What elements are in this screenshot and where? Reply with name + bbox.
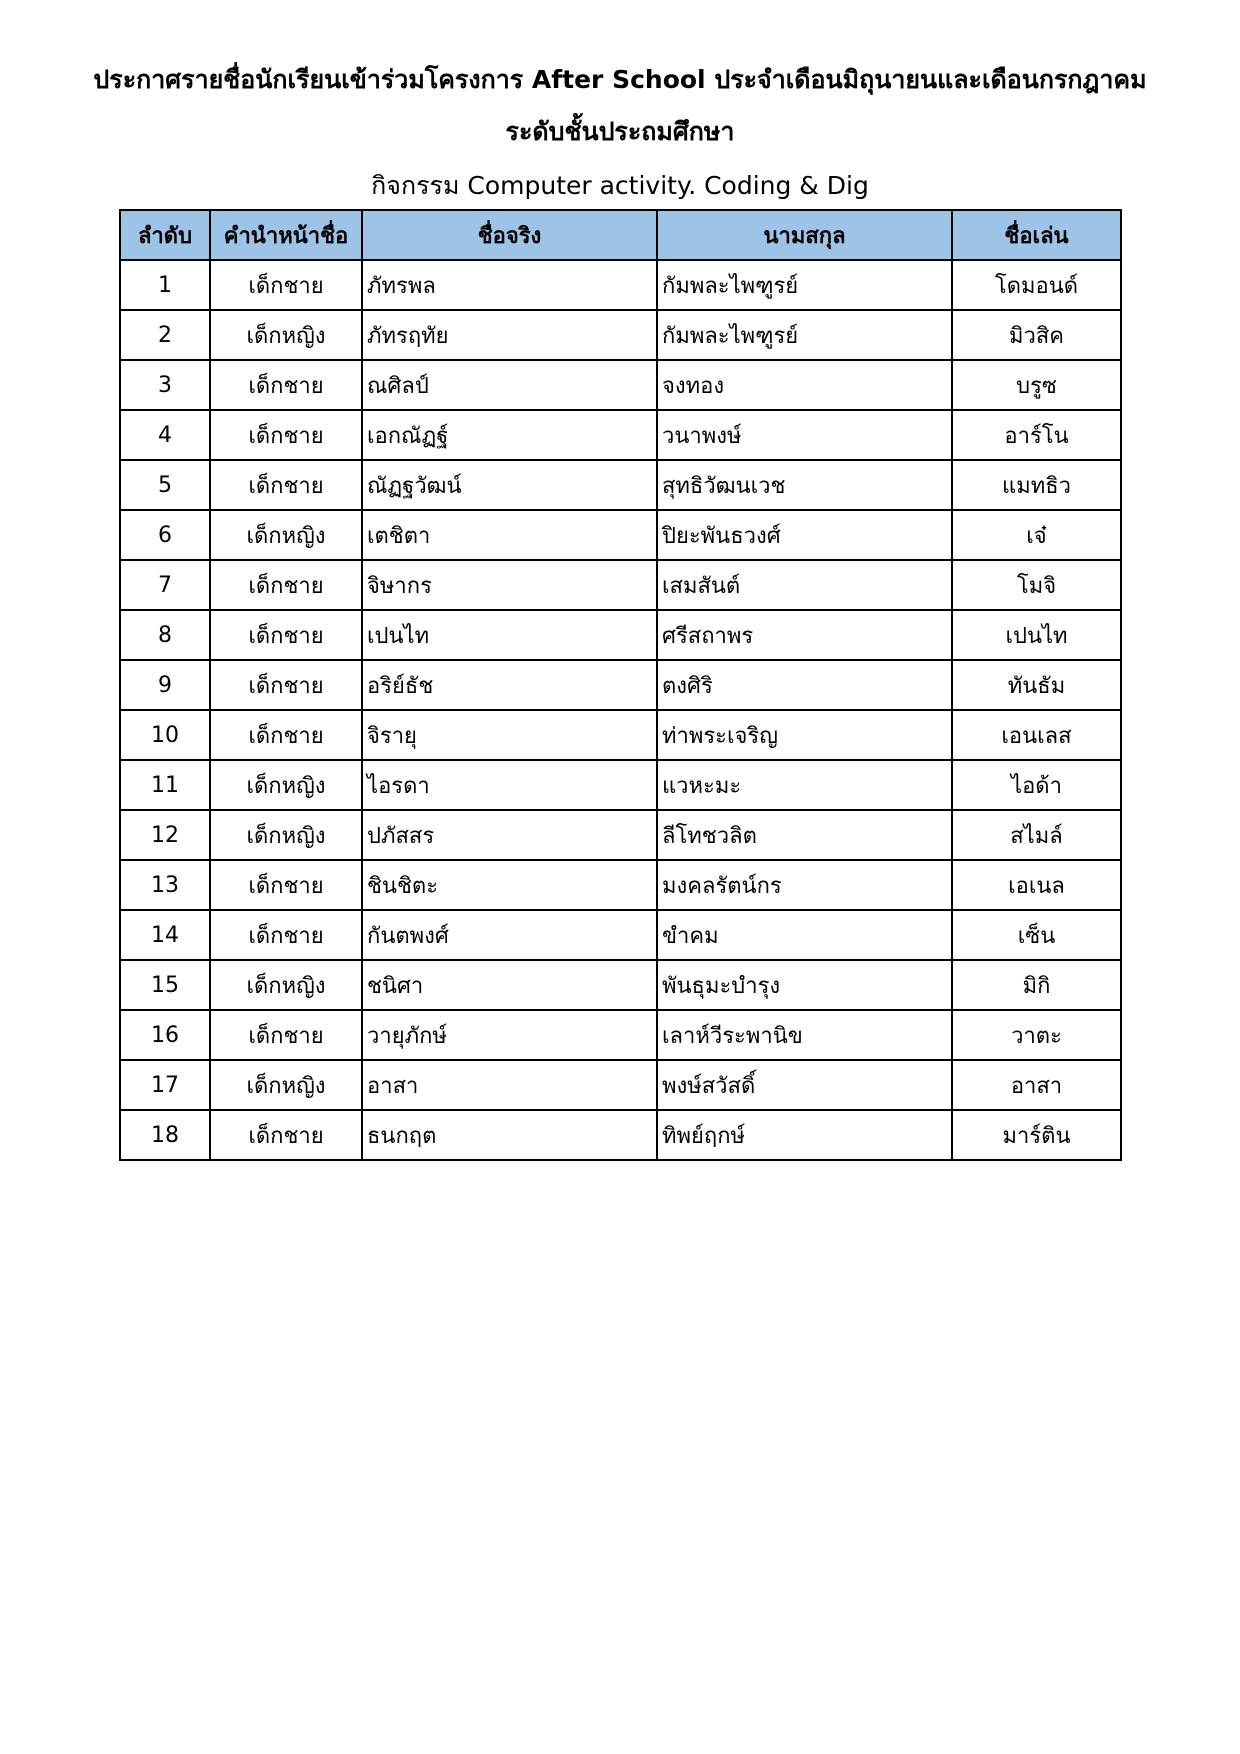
cell-no: 9 (120, 660, 210, 710)
cell-nickname: โดมอนด์ (952, 260, 1121, 310)
cell-last-name: กัมพละไพฑูรย์ (657, 310, 952, 360)
cell-last-name: กัมพละไพฑูรย์ (657, 260, 952, 310)
table-row (120, 810, 1121, 860)
table-row (120, 310, 1121, 360)
cell-last-name: ขำคม (657, 910, 952, 960)
cell-prefix: เด็กหญิง (210, 810, 362, 860)
activity-name: กิจกรรม Computer activity. Coding & Dig (371, 171, 869, 200)
cell-first-name: ชินชิตะ (362, 860, 657, 910)
cell-no: 14 (120, 910, 210, 960)
table-row (120, 1110, 1121, 1160)
cell-prefix: เด็กชาย (210, 860, 362, 910)
cell-no: 8 (120, 610, 210, 660)
cell-last-name: ตงศิริ (657, 660, 952, 710)
cell-prefix: เด็กหญิง (210, 510, 362, 560)
cell-no: 2 (120, 310, 210, 360)
table-row (120, 560, 1121, 610)
cell-nickname: มิกิ (952, 960, 1121, 1010)
cell-first-name: เอกณัฏฐ์ (362, 410, 657, 460)
cell-last-name: ศรีสถาพร (657, 610, 952, 660)
cell-last-name: พันธุมะบำรุง (657, 960, 952, 1010)
cell-nickname: อาสา (952, 1060, 1121, 1110)
cell-nickname: เอเนล (952, 860, 1121, 910)
cell-nickname: บรูซ (952, 360, 1121, 410)
cell-no: 3 (120, 360, 210, 410)
cell-no: 17 (120, 1060, 210, 1110)
table-row (120, 760, 1121, 810)
cell-prefix: เด็กชาย (210, 1010, 362, 1060)
cell-no: 7 (120, 560, 210, 610)
table-row (120, 460, 1121, 510)
cell-prefix: เด็กชาย (210, 260, 362, 310)
cell-nickname: แมทธิว (952, 460, 1121, 510)
cell-first-name: เตชิตา (362, 510, 657, 560)
cell-first-name: ณัฏฐวัฒน์ (362, 460, 657, 510)
document-title: ประกาศรายชื่อนักเรียนเข้าร่วมโครงการ After School ประจำเดือนมิถุนายนและเดือนกรกฎาคม (93, 65, 1147, 94)
cell-no: 5 (120, 460, 210, 510)
cell-last-name: วนาพงษ์ (657, 410, 952, 460)
cell-no: 12 (120, 810, 210, 860)
cell-first-name: ไอรดา (362, 760, 657, 810)
table-row (120, 360, 1121, 410)
cell-last-name: ท่าพระเจริญ (657, 710, 952, 760)
cell-nickname: เจ๋ (952, 510, 1121, 560)
cell-last-name: จงทอง (657, 360, 952, 410)
header-prefix: คำนำหน้าชื่อ (210, 210, 362, 260)
cell-nickname: มาร์ติน (952, 1110, 1121, 1160)
cell-prefix: เด็กชาย (210, 560, 362, 610)
cell-no: 16 (120, 1010, 210, 1060)
cell-last-name: พงษ์สวัสดิ์ (657, 1060, 952, 1110)
table-row (120, 860, 1121, 910)
table-row (120, 1060, 1121, 1110)
cell-first-name: ปภัสสร (362, 810, 657, 860)
cell-nickname: อาร์โน (952, 410, 1121, 460)
cell-no: 4 (120, 410, 210, 460)
cell-first-name: วายุภักษ์ (362, 1010, 657, 1060)
table-row (120, 960, 1121, 1010)
header-first-name: ชื่อจริง (362, 210, 657, 260)
cell-no: 10 (120, 710, 210, 760)
cell-prefix: เด็กชาย (210, 360, 362, 410)
table-row (120, 1010, 1121, 1060)
cell-prefix: เด็กชาย (210, 910, 362, 960)
cell-prefix: เด็กหญิง (210, 760, 362, 810)
cell-prefix: เด็กชาย (210, 410, 362, 460)
student-roster-table (119, 209, 1122, 1161)
table-row (120, 660, 1121, 710)
cell-prefix: เด็กชาย (210, 460, 362, 510)
cell-first-name: ภัทรพล (362, 260, 657, 310)
cell-no: 6 (120, 510, 210, 560)
table-row (120, 910, 1121, 960)
cell-prefix: เด็กหญิง (210, 310, 362, 360)
cell-last-name: ปิยะพันธวงศ์ (657, 510, 952, 560)
cell-prefix: เด็กชาย (210, 710, 362, 760)
cell-nickname: ไอด้า (952, 760, 1121, 810)
cell-prefix: เด็กชาย (210, 1110, 362, 1160)
cell-last-name: ลีโทชวลิต (657, 810, 952, 860)
cell-prefix: เด็กหญิง (210, 960, 362, 1010)
cell-last-name: เลาห์วีระพานิข (657, 1010, 952, 1060)
cell-no: 13 (120, 860, 210, 910)
cell-no: 1 (120, 260, 210, 310)
table-row (120, 510, 1121, 560)
cell-first-name: จิษากร (362, 560, 657, 610)
cell-prefix: เด็กหญิง (210, 1060, 362, 1110)
table-header-row (120, 210, 1121, 260)
cell-last-name: แวหะมะ (657, 760, 952, 810)
cell-no: 18 (120, 1110, 210, 1160)
cell-nickname: มิวสิค (952, 310, 1121, 360)
cell-first-name: ณศิลป์ (362, 360, 657, 410)
cell-nickname: สไมล์ (952, 810, 1121, 860)
cell-first-name: ภัทรฤทัย (362, 310, 657, 360)
header-no: ลำดับ (120, 210, 210, 260)
cell-first-name: อาสา (362, 1060, 657, 1110)
cell-first-name: เปนไท (362, 610, 657, 660)
cell-nickname: ทันธัม (952, 660, 1121, 710)
cell-first-name: จิรายุ (362, 710, 657, 760)
cell-first-name: กันตพงศ์ (362, 910, 657, 960)
table-row (120, 710, 1121, 760)
header-nickname: ชื่อเล่น (952, 210, 1121, 260)
table-row (120, 260, 1121, 310)
cell-last-name: มงคลรัตน์กร (657, 860, 952, 910)
cell-no: 11 (120, 760, 210, 810)
table-row (120, 610, 1121, 660)
cell-prefix: เด็กชาย (210, 660, 362, 710)
cell-first-name: ชนิศา (362, 960, 657, 1010)
cell-no: 15 (120, 960, 210, 1010)
cell-last-name: ทิพย์ฤกษ์ (657, 1110, 952, 1160)
cell-prefix: เด็กชาย (210, 610, 362, 660)
cell-first-name: ธนกฤต (362, 1110, 657, 1160)
cell-nickname: โมจิ (952, 560, 1121, 610)
cell-nickname: เซ็น (952, 910, 1121, 960)
document-level: ระดับชั้นประถมศึกษา (505, 117, 735, 146)
table-row (120, 410, 1121, 460)
cell-last-name: เสมสันต์ (657, 560, 952, 610)
cell-nickname: วาตะ (952, 1010, 1121, 1060)
cell-first-name: อริย์ธัช (362, 660, 657, 710)
cell-nickname: เอนเลส (952, 710, 1121, 760)
cell-last-name: สุทธิวัฒนเวช (657, 460, 952, 510)
header-last-name: นามสกุล (657, 210, 952, 260)
cell-nickname: เปนไท (952, 610, 1121, 660)
